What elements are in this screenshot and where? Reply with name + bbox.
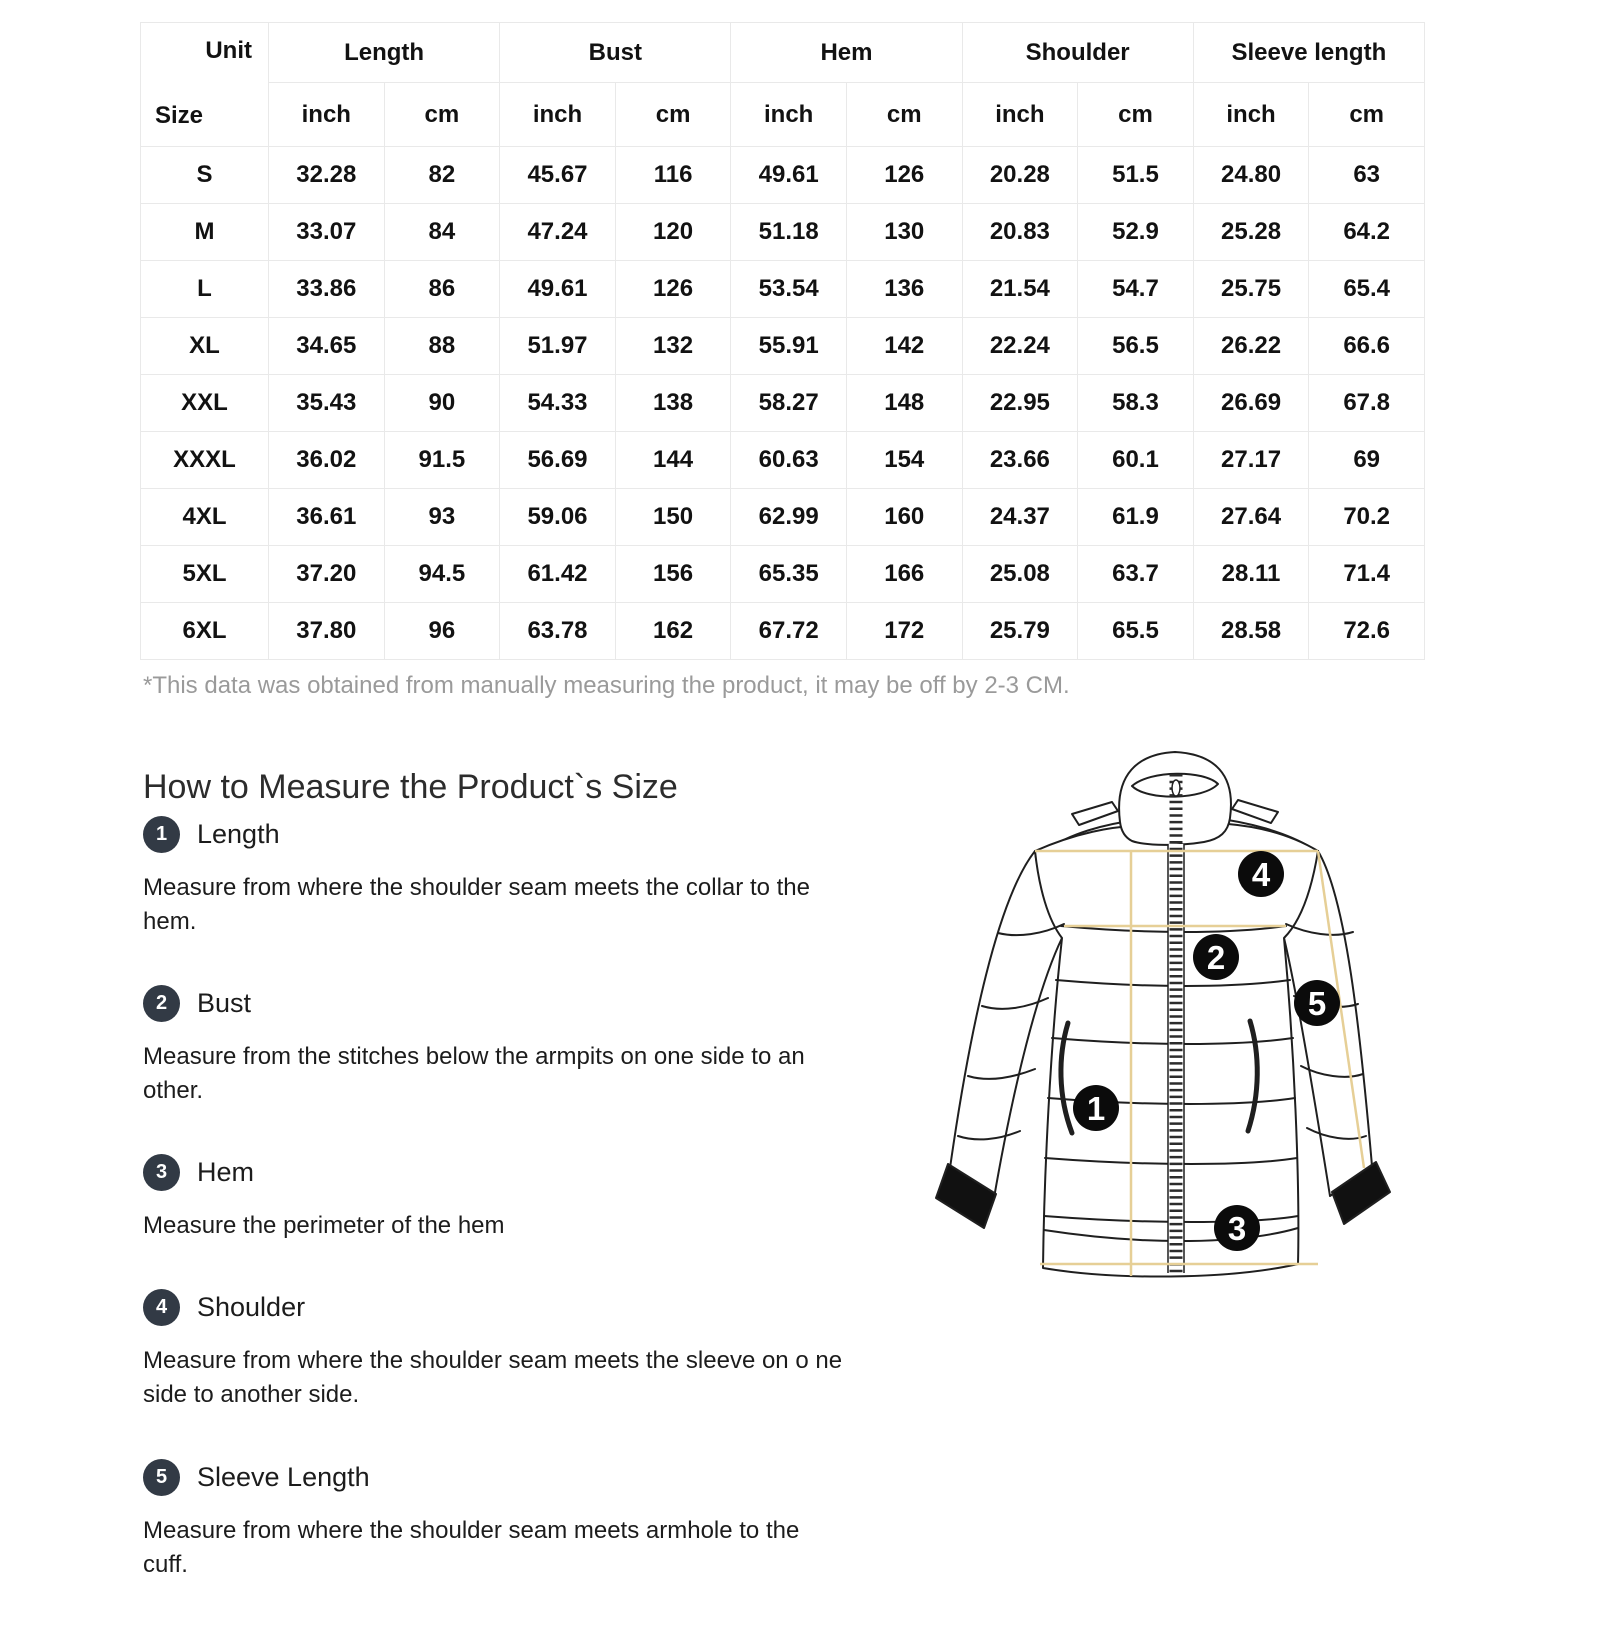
measurement-cell: 82 xyxy=(384,147,500,204)
zipper-pull xyxy=(1172,780,1180,796)
svg-text:4: 4 xyxy=(1251,856,1271,893)
measurement-cell: 66.6 xyxy=(1309,318,1425,375)
measurement-cell: 52.9 xyxy=(1078,204,1194,261)
table-row xyxy=(141,546,1425,603)
measurement-cell: 60.63 xyxy=(731,432,847,489)
unit-header: cm xyxy=(1078,83,1194,147)
unit-header: inch xyxy=(962,83,1078,147)
step-description: Measure from where the shoulder seam meets armhole to the cuff. xyxy=(143,1516,800,1578)
column-group-bust: Bust xyxy=(500,23,731,83)
table-row xyxy=(141,489,1425,546)
measurement-cell: 27.17 xyxy=(1193,432,1309,489)
measurement-cell: 61.9 xyxy=(1078,489,1194,546)
measurement-cell: 37.20 xyxy=(269,546,385,603)
unit-header: inch xyxy=(500,83,616,147)
measurement-cell: 67.72 xyxy=(731,603,847,660)
measurement-cell: 24.80 xyxy=(1193,147,1309,204)
size-chart-table xyxy=(140,22,1425,660)
unit-header: cm xyxy=(615,83,731,147)
diagram-badge-4 xyxy=(1238,851,1284,897)
measurement-cell: 62.99 xyxy=(731,489,847,546)
unit-header: inch xyxy=(1193,83,1309,147)
diagram-badge-3 xyxy=(1214,1205,1260,1251)
measurement-cell: 28.58 xyxy=(1193,603,1309,660)
measurement-cell: 36.61 xyxy=(269,489,385,546)
measurement-cell: 33.86 xyxy=(269,261,385,318)
row-size-label: S xyxy=(141,147,269,204)
measurement-cell: 58.3 xyxy=(1078,375,1194,432)
measurement-cell: 56.69 xyxy=(500,432,616,489)
measurement-cell: 70.2 xyxy=(1309,489,1425,546)
column-group-shoulder: Shoulder xyxy=(962,23,1193,83)
unit-header: cm xyxy=(1309,83,1425,147)
measurement-cell: 126 xyxy=(846,147,962,204)
measurement-cell: 22.24 xyxy=(962,318,1078,375)
measurement-cell: 154 xyxy=(846,432,962,489)
measurement-cell: 26.22 xyxy=(1193,318,1309,375)
measurement-cell: 49.61 xyxy=(500,261,616,318)
measurement-cell: 84 xyxy=(384,204,500,261)
table-group-header-row xyxy=(141,23,1425,83)
jacket-illustration xyxy=(898,728,1458,1288)
table-row xyxy=(141,204,1425,261)
measurement-cell: 162 xyxy=(615,603,731,660)
row-size-label: XXL xyxy=(141,375,269,432)
measurement-cell: 45.67 xyxy=(500,147,616,204)
measurement-cell: 25.28 xyxy=(1193,204,1309,261)
hood-tab-left xyxy=(1072,802,1118,825)
footnote: *This data was obtained from manually measuring the product, it may be off by 2-3 CM. xyxy=(143,672,1070,699)
step-label: Bust xyxy=(197,988,252,1019)
measurement-cell: 53.54 xyxy=(731,261,847,318)
corner-unit-label: Unit xyxy=(205,37,252,64)
table-row xyxy=(141,375,1425,432)
measurement-cell: 63.7 xyxy=(1078,546,1194,603)
table-unit-header-row xyxy=(141,83,1425,147)
row-size-label: L xyxy=(141,261,269,318)
svg-text:2: 2 xyxy=(1206,939,1226,976)
measure-step-hem xyxy=(143,1154,858,1243)
measurement-cell: 51.97 xyxy=(500,318,616,375)
measurement-cell: 65.4 xyxy=(1309,261,1425,318)
corner-cell xyxy=(141,23,269,147)
measurement-cell: 59.06 xyxy=(500,489,616,546)
measurement-cell: 33.07 xyxy=(269,204,385,261)
step-description: Measure from where the shoulder seam meets the collar to the hem. xyxy=(143,874,810,936)
measurement-cell: 20.28 xyxy=(962,147,1078,204)
step-description: Measure from the stitches below the armpits on one side to an other. xyxy=(143,1043,805,1105)
measurement-cell: 91.5 xyxy=(384,432,500,489)
column-group-sleeve-length: Sleeve length xyxy=(1193,23,1424,83)
measurement-cell: 65.35 xyxy=(731,546,847,603)
measurement-cell: 144 xyxy=(615,432,731,489)
diagram-badge-5 xyxy=(1294,980,1340,1026)
row-size-label: 6XL xyxy=(141,603,269,660)
measurement-cell: 65.5 xyxy=(1078,603,1194,660)
measurement-cell: 136 xyxy=(846,261,962,318)
column-group-length: Length xyxy=(269,23,500,83)
step-label: Length xyxy=(197,819,280,849)
measurement-cell: 71.4 xyxy=(1309,546,1425,603)
measurement-cell: 172 xyxy=(846,603,962,660)
zipper xyxy=(1168,774,1185,1273)
measurement-cell: 86 xyxy=(384,261,500,318)
hood-tab-right xyxy=(1232,800,1278,823)
measurement-cell: 88 xyxy=(384,318,500,375)
row-size-label: XL xyxy=(141,318,269,375)
measurement-cell: 72.6 xyxy=(1309,603,1425,660)
row-size-label: M xyxy=(141,204,269,261)
measurement-cell: 148 xyxy=(846,375,962,432)
measurement-cell: 90 xyxy=(384,375,500,432)
measurement-cell: 35.43 xyxy=(269,375,385,432)
measurement-cell: 142 xyxy=(846,318,962,375)
measurement-cell: 54.7 xyxy=(1078,261,1194,318)
measurement-cell: 116 xyxy=(615,147,731,204)
measurement-cell: 26.69 xyxy=(1193,375,1309,432)
measurement-cell: 94.5 xyxy=(384,546,500,603)
measurement-cell: 28.11 xyxy=(1193,546,1309,603)
measurement-cell: 51.18 xyxy=(731,204,847,261)
measurement-cell: 27.64 xyxy=(1193,489,1309,546)
row-size-label: XXXL xyxy=(141,432,269,489)
table-row xyxy=(141,147,1425,204)
measurement-cell: 130 xyxy=(846,204,962,261)
measurement-cell: 58.27 xyxy=(731,375,847,432)
collar xyxy=(1119,752,1231,845)
measurement-cell: 37.80 xyxy=(269,603,385,660)
row-size-label: 4XL xyxy=(141,489,269,546)
measurement-cell: 93 xyxy=(384,489,500,546)
measurement-cell: 61.42 xyxy=(500,546,616,603)
jacket-diagram xyxy=(898,728,1458,1288)
step-description: Measure the perimeter of the hem xyxy=(143,1212,505,1240)
measurement-cell: 36.02 xyxy=(269,432,385,489)
measurement-cell: 25.79 xyxy=(962,603,1078,660)
step-number-badge: 3 xyxy=(143,1154,180,1191)
measurement-cell: 69 xyxy=(1309,432,1425,489)
measurement-cell: 96 xyxy=(384,603,500,660)
measurement-cell: 34.65 xyxy=(269,318,385,375)
measure-steps-list xyxy=(143,816,858,1628)
corner-size-label: Size xyxy=(155,102,204,129)
table-row xyxy=(141,603,1425,660)
step-label: Hem xyxy=(197,1157,255,1188)
measure-step-length xyxy=(143,816,858,939)
diagram-badge-1 xyxy=(1073,1085,1119,1131)
measurement-cell: 60.1 xyxy=(1078,432,1194,489)
measurement-cell: 51.5 xyxy=(1078,147,1194,204)
measurement-cell: 54.33 xyxy=(500,375,616,432)
svg-text:3: 3 xyxy=(1227,1210,1247,1247)
measurement-cell: 21.54 xyxy=(962,261,1078,318)
step-number-badge: 1 xyxy=(143,816,180,853)
measurement-cell: 32.28 xyxy=(269,147,385,204)
measurement-cell: 25.08 xyxy=(962,546,1078,603)
page-title: How to Measure the Product`s Size xyxy=(143,768,678,807)
measurement-cell: 120 xyxy=(615,204,731,261)
measurement-cell: 156 xyxy=(615,546,731,603)
step-number-badge: 5 xyxy=(143,1459,180,1496)
unit-header: inch xyxy=(731,83,847,147)
measure-step-shoulder xyxy=(143,1289,858,1412)
table-row xyxy=(141,261,1425,318)
measurement-cell: 160 xyxy=(846,489,962,546)
measurement-cell: 55.91 xyxy=(731,318,847,375)
measurement-cell: 25.75 xyxy=(1193,261,1309,318)
diagram-badge-2 xyxy=(1193,934,1239,980)
measurement-cell: 63 xyxy=(1309,147,1425,204)
table-row xyxy=(141,432,1425,489)
measure-step-sleeve-length xyxy=(143,1459,858,1582)
svg-text:5: 5 xyxy=(1307,985,1327,1022)
measurement-cell: 47.24 xyxy=(500,204,616,261)
column-group-hem: Hem xyxy=(731,23,962,83)
measurement-cell: 67.8 xyxy=(1309,375,1425,432)
measurement-cell: 138 xyxy=(615,375,731,432)
unit-header: cm xyxy=(846,83,962,147)
measurement-cell: 150 xyxy=(615,489,731,546)
measurement-cell: 56.5 xyxy=(1078,318,1194,375)
step-label: Sleeve Length xyxy=(197,1461,370,1492)
step-number-badge: 2 xyxy=(143,985,180,1022)
measurement-cell: 166 xyxy=(846,546,962,603)
unit-header: cm xyxy=(384,83,500,147)
measurement-cell: 49.61 xyxy=(731,147,847,204)
measurement-cell: 20.83 xyxy=(962,204,1078,261)
measurement-cell: 23.66 xyxy=(962,432,1078,489)
row-size-label: 5XL xyxy=(141,546,269,603)
step-number-badge: 4 xyxy=(143,1289,180,1326)
unit-header: inch xyxy=(269,83,385,147)
measure-step-bust xyxy=(143,985,858,1108)
measurement-cell: 22.95 xyxy=(962,375,1078,432)
svg-text:1: 1 xyxy=(1086,1090,1106,1127)
measurement-cell: 64.2 xyxy=(1309,204,1425,261)
step-description: Measure from where the shoulder seam meets the sleeve on o ne side to another side. xyxy=(143,1347,843,1409)
measurement-cell: 132 xyxy=(615,318,731,375)
measurement-cell: 63.78 xyxy=(500,603,616,660)
measurement-cell: 24.37 xyxy=(962,489,1078,546)
measurement-cell: 126 xyxy=(615,261,731,318)
step-label: Shoulder xyxy=(197,1292,306,1323)
table-row xyxy=(141,318,1425,375)
